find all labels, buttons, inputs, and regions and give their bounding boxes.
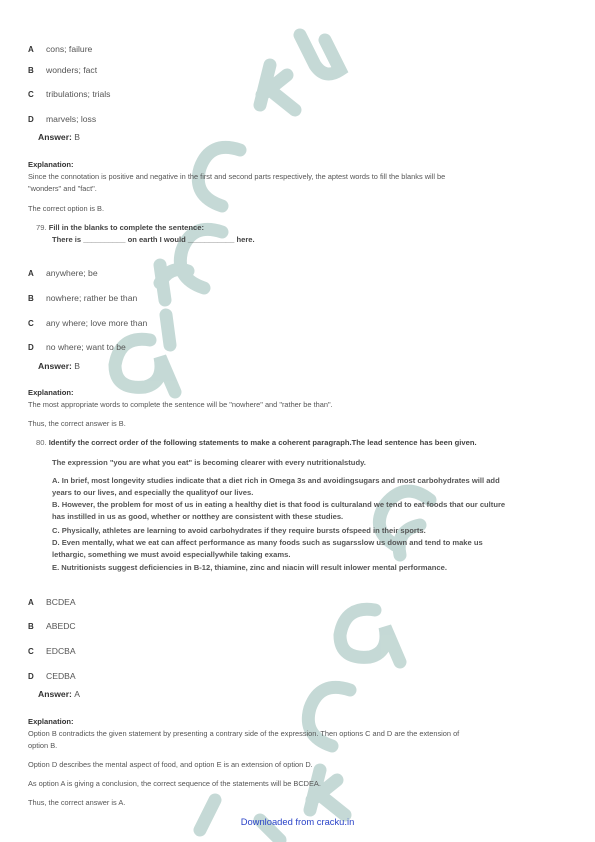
- q80-statement-line: has instilled in us as good, whether or notthey are consistent with these studies.: [52, 512, 344, 521]
- option-text: marvels; loss: [46, 114, 97, 124]
- q79-option-d[interactable]: [28, 342, 126, 352]
- q79-explanation-heading: Explanation:: [28, 388, 74, 397]
- q80-option-b[interactable]: [28, 621, 76, 631]
- q79-option-c[interactable]: [28, 318, 147, 328]
- q80-statement-line: A. In brief, most longevity studies indicate that a diet rich in Omega 3s and avoidingsugars and most carbohydrates will add: [52, 476, 500, 485]
- q78-explanation-line-1: Since the connotation is positive and negative in the first and second parts respectively, the aptest words to fill the blanks will be: [28, 172, 446, 181]
- q80-explanation-line: Option B contradicts the given statement by presenting a contrary side of the expression. Then options C and D are the extension of: [28, 729, 460, 738]
- q79-answer: [38, 361, 80, 371]
- q80-statement-line: years to our lives, and especially the qualityof our lives.: [52, 488, 254, 497]
- q80-explanation-line: Option D describes the mental aspect of food, and option E is an extension of option D.: [28, 760, 313, 769]
- option-text: tribulations; trials: [46, 89, 111, 99]
- option-text: wonders; fact: [46, 65, 98, 75]
- q80-statement-line: E. Nutritionists suggest deficiencies in B-12, thiamine, zinc and niacin will result inlower mental performance.: [52, 563, 447, 572]
- q78-option-a[interactable]: [28, 44, 92, 54]
- option-letter: A: [28, 269, 34, 278]
- footer-download-link[interactable]: Downloaded from cracku.in: [240, 816, 355, 827]
- q80-explanation-line: option B.: [28, 741, 58, 750]
- option-text: any where; love more than: [46, 318, 148, 328]
- answer-value: B: [74, 361, 81, 371]
- q80-lead-sentence: The expression "you are what you eat" is becoming clearer with every nutritionalstudy.: [52, 458, 366, 467]
- option-text: BCDEA: [46, 597, 76, 607]
- q78-explanation-heading: Explanation:: [28, 160, 74, 169]
- q78-explanation-line-2: "wonders" and "fact".: [28, 184, 97, 193]
- q78-option-d[interactable]: [28, 114, 96, 124]
- q80-explanation-heading: Explanation:: [28, 717, 74, 726]
- question-text: Identify the correct order of the following statements to make a coherent paragraph.The lead sentence has been given.: [48, 438, 477, 447]
- answer-value: A: [74, 689, 81, 699]
- question-number: 79.: [36, 223, 47, 232]
- q80-option-c[interactable]: [28, 646, 76, 656]
- q80-statement-line: C. Physically, athletes are learning to avoid carbohydrates if they require bursts ofspeed in their sports.: [52, 526, 426, 535]
- option-letter: C: [28, 90, 34, 99]
- question-text: Fill in the blanks to complete the sentence:: [48, 223, 204, 232]
- option-letter: B: [28, 622, 34, 631]
- answer-value: B: [74, 132, 81, 142]
- q78-conclusion: The correct option is B.: [28, 204, 104, 213]
- q79-option-a[interactable]: [28, 268, 98, 278]
- q80-statement-line: lethargic, something we must avoid especiallywhile taking exams.: [52, 550, 291, 559]
- q80-option-a[interactable]: [28, 597, 76, 607]
- q78-option-b[interactable]: [28, 65, 97, 75]
- q80-explanation-line: As option A is giving a conclusion, the correct sequence of the statements will be BCDEA.: [28, 779, 321, 788]
- option-letter: D: [28, 343, 34, 352]
- q79-question: [36, 222, 204, 234]
- q80-statement-line: D. Even mentally, what we eat can affect performance as many foods such as sugarsslow us down and tend to make us: [52, 538, 483, 547]
- q79-option-b[interactable]: [28, 293, 137, 303]
- option-letter: D: [28, 115, 34, 124]
- question-number: 80.: [36, 438, 47, 447]
- q80-question: [36, 437, 477, 449]
- q80-option-d[interactable]: [28, 671, 76, 681]
- option-letter: A: [28, 45, 34, 54]
- answer-label: Answer:: [38, 361, 72, 371]
- q78-option-c[interactable]: [28, 89, 110, 99]
- q78-answer: [38, 132, 80, 142]
- option-text: anywhere; be: [46, 268, 98, 278]
- option-text: cons; failure: [46, 44, 93, 54]
- option-letter: C: [28, 319, 34, 328]
- answer-label: Answer:: [38, 689, 72, 699]
- option-text: nowhere; rather be than: [46, 293, 138, 303]
- option-text: no where; want to be: [46, 342, 126, 352]
- option-letter: D: [28, 672, 34, 681]
- option-letter: B: [28, 294, 34, 303]
- option-text: CEDBA: [46, 671, 76, 681]
- q79-conclusion: Thus, the correct answer is B.: [28, 419, 126, 428]
- q80-explanation-line: Thus, the correct answer is A.: [28, 798, 126, 807]
- q80-statement-line: B. However, the problem for most of us in eating a healthy diet is that food is culturaland we tend to eat foods that our culture: [52, 500, 506, 509]
- q79-sentence: There is __________ on earth I would ___________ here.: [52, 235, 255, 244]
- q80-answer: [38, 689, 80, 699]
- option-text: EDCBA: [46, 646, 76, 656]
- q79-explanation: The most appropriate words to complete the sentence will be "nowhere" and "rather be than".: [28, 400, 333, 409]
- answer-label: Answer:: [38, 132, 72, 142]
- option-text: ABEDC: [46, 621, 76, 631]
- option-letter: B: [28, 66, 34, 75]
- option-letter: C: [28, 647, 34, 656]
- option-letter: A: [28, 598, 34, 607]
